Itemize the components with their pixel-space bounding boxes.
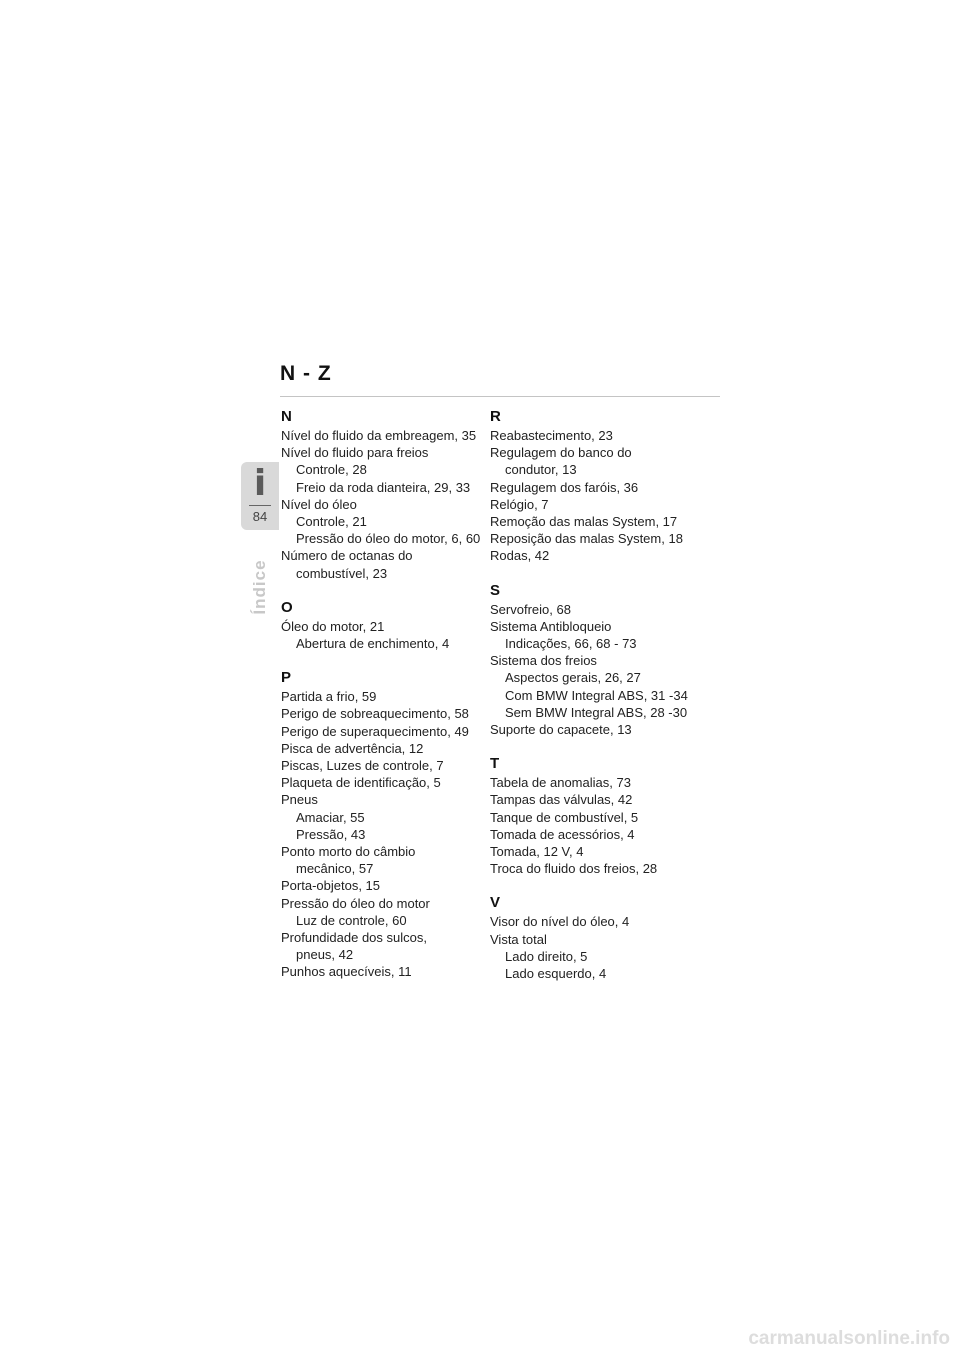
index-entry: Suporte do capacete, 13 (490, 722, 632, 738)
index-subentry: mecânico, 57 (296, 861, 374, 877)
index-entry: Partida a frio, 59 (281, 689, 377, 705)
index-group (490, 407, 705, 565)
watermark: carmanualsonline.info (748, 1328, 950, 1349)
index-entry: Tabela de anomalias, 73 (490, 775, 631, 791)
index-entry: Sistema Antibloqueio (490, 618, 612, 634)
index-entry: Perigo de superaquecimento, 49 (281, 723, 469, 739)
index-column-left (281, 407, 496, 997)
index-subentry: Aspectos gerais, 26, 27 (505, 670, 641, 686)
index-subentry: Com BMW Integral ABS, 31 -34 (505, 687, 688, 703)
chapter-thumb-tab (241, 462, 279, 530)
tab-divider (249, 505, 271, 506)
index-entry: Plaqueta de identificação, 5 (281, 775, 441, 791)
index-subentry: Controle, 28 (296, 462, 367, 478)
index-subentry: Freio da roda dianteira, 29, 33 (296, 479, 471, 495)
index-group (281, 668, 496, 980)
index-entry: Reposição das malas System, 18 (490, 531, 683, 547)
index-entry: Nível do fluido para freios (281, 445, 429, 461)
index-subentry: pneus, 42 (296, 947, 354, 963)
index-entry: Punhos aquecíveis, 11 (281, 964, 412, 980)
info-icon: i (253, 463, 267, 504)
index-entry: Sistema dos freios (490, 653, 597, 669)
index-column-right (490, 407, 705, 998)
index-entry: Relógio, 7 (490, 496, 549, 512)
index-entry: Remoção das malas System, 17 (490, 514, 678, 530)
index-subentry: Luz de controle, 60 (296, 912, 407, 928)
index-entry: Ponto morto do câmbio (281, 844, 416, 860)
index-subentry: Abertura de enchimento, 4 (296, 636, 450, 652)
index-entry: Pressão do óleo do motor (281, 895, 430, 911)
index-subentry: Lado direito, 5 (505, 948, 588, 964)
index-entry: Porta-objetos, 15 (281, 878, 381, 894)
index-entry: Nível do fluido da embreagem, 35 (281, 428, 477, 443)
index-group-letter: P (281, 669, 292, 687)
index-entry: Reabastecimento, 23 (490, 428, 613, 443)
index-subentry: Controle, 21 (296, 514, 367, 530)
heading-divider (280, 396, 720, 397)
index-group-letter: V (490, 894, 501, 912)
index-entry: Tanque de combustível, 5 (490, 809, 639, 825)
index-group-letter: N (281, 408, 292, 425)
index-group (281, 598, 496, 652)
index-entry: Nível do óleo (281, 496, 357, 512)
index-entry: Servofreio, 68 (490, 601, 571, 617)
index-entry: Tomada de acessórios, 4 (490, 826, 635, 842)
section-label-text: Índice (250, 559, 269, 615)
index-entry: Rodas, 42 (490, 548, 550, 564)
index-subentry: condutor, 13 (505, 462, 577, 478)
index-subentry: Sem BMW Integral ABS, 28 -30 (505, 704, 688, 720)
section-label (247, 552, 273, 622)
index-entry: Tampas das válvulas, 42 (490, 792, 633, 808)
index-group-letter: R (490, 408, 501, 425)
index-entry: Profundidade dos sulcos, (281, 930, 427, 946)
index-entry: Piscas, Luzes de controle, 7 (281, 758, 444, 774)
index-entry: Visor do nível do óleo, 4 (490, 914, 630, 930)
index-entry: Troca do fluido dos freios, 28 (490, 861, 658, 877)
index-subentry: Lado esquerdo, 4 (505, 966, 607, 982)
index-entry: Pneus (281, 792, 318, 808)
index-entry: Perigo de sobreaquecimento, 58 (281, 706, 469, 722)
index-subentry: Amaciar, 55 (296, 809, 365, 825)
index-subentry: combustível, 23 (296, 565, 388, 581)
index-entry: Vista total (490, 931, 547, 947)
index-entry: Óleo do motor, 21 (281, 618, 385, 634)
index-subentry: Pressão, 43 (296, 826, 366, 842)
index-entry: Regulagem dos faróis, 36 (490, 479, 639, 495)
index-entry: Tomada, 12 V, 4 (490, 844, 584, 860)
index-group (281, 407, 496, 582)
index-group-letter: O (281, 598, 293, 616)
page-heading: N - Z (280, 362, 332, 385)
index-group-letter: S (490, 581, 501, 599)
index-subentry: Pressão do óleo do motor, 6, 60 (296, 531, 481, 547)
index-entry: Número de octanas do (281, 548, 413, 564)
index-group-letter: T (490, 755, 500, 773)
index-group (490, 893, 705, 982)
index-group (490, 754, 705, 877)
index-entry: Regulagem do banco do (490, 445, 632, 461)
index-entry: Pisca de advertência, 12 (281, 740, 424, 756)
index-subentry: Indicações, 66, 68 - 73 (505, 636, 637, 652)
page-number: 84 (252, 509, 268, 524)
index-group (490, 581, 705, 739)
